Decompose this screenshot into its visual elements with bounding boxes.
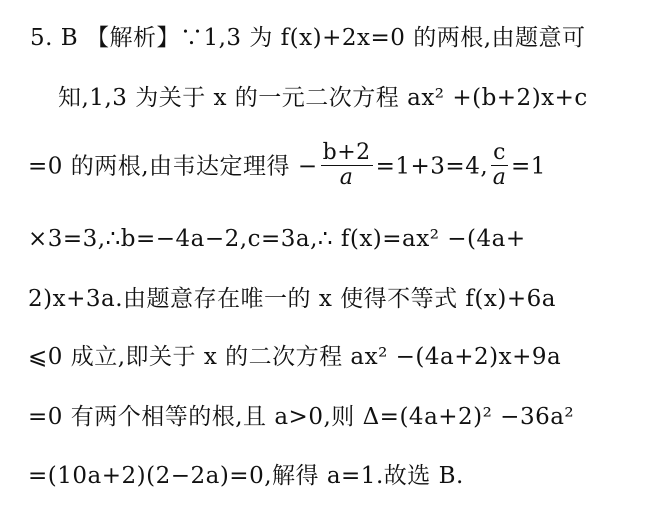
solution-line-8: =(10a+2)(2−2a)=0,解得 a=1.故选 B. (28, 463, 464, 489)
solution-line-2: 知,1,3 为关于 x 的一元二次方程 ax² +(b+2)x+c (58, 85, 588, 111)
solution-line-6: ⩽0 成立,即关于 x 的二次方程 ax² −(4a+2)x+9a (28, 344, 562, 370)
fraction-b-plus-2-over-a (321, 141, 373, 190)
solution-line-3 (28, 140, 546, 190)
fraction-1-numerator: b+2 (322, 140, 371, 165)
fraction-1-denominator: a (339, 165, 354, 190)
line-3-prefix: =0 的两根,由韦达定理得 − (28, 153, 318, 180)
solution-line-7: =0 有两个相等的根,且 a>0,则 Δ=(4a+2)² −36a² (28, 404, 575, 430)
solution-line-4: ×3=3,∴b=−4a−2,c=3a,∴ f(x)=ax² −(4a+ (28, 226, 526, 252)
solution-line-1: 5. B 【解析】∵1,3 为 f(x)+2x=0 的两根,由题意可 (30, 25, 586, 51)
fraction-c-over-a (491, 141, 508, 190)
line-3-middle: =1+3=4, (375, 153, 489, 180)
fraction-2-numerator: c (493, 140, 506, 165)
fraction-2-denominator: a (492, 165, 507, 190)
line-3-suffix: =1 (510, 153, 546, 180)
solution-line-5: 2)x+3a.由题意存在唯一的 x 使得不等式 f(x)+6a (28, 286, 556, 312)
